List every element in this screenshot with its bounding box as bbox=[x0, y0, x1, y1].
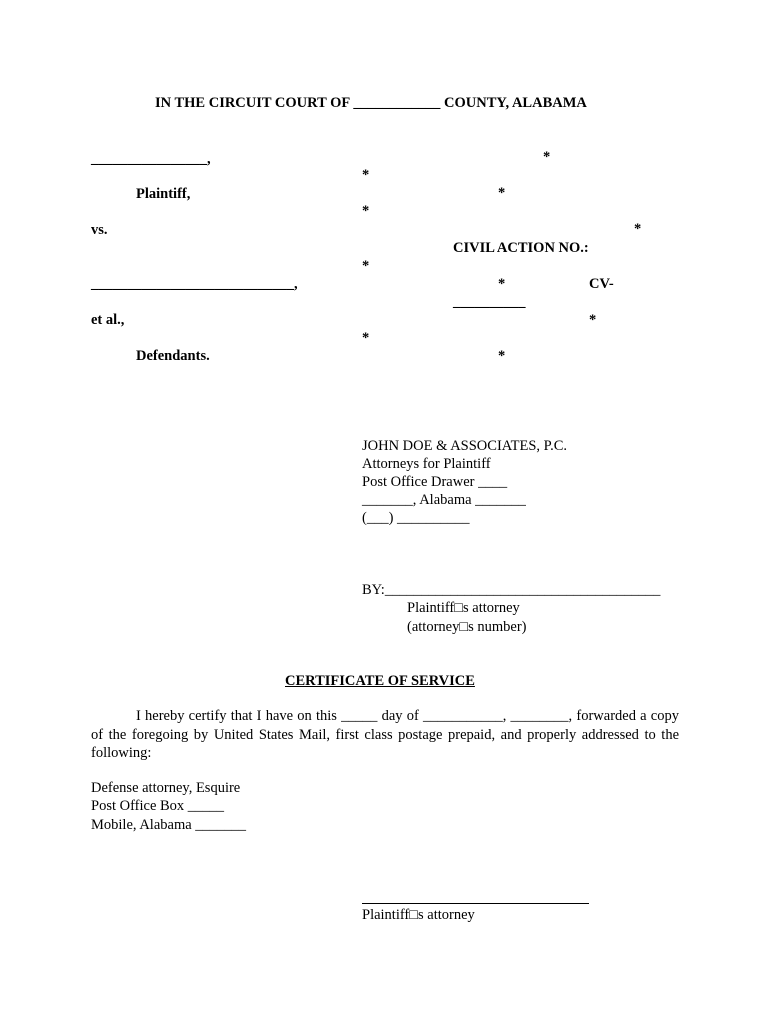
recipient-address: Post Office Box _____ bbox=[91, 798, 225, 814]
et-al-label: et al., bbox=[91, 312, 125, 328]
caption-asterisk: * bbox=[634, 221, 642, 237]
attorney-number-label: (attorney□s number) bbox=[407, 619, 527, 635]
caption-asterisk: * bbox=[589, 312, 597, 328]
caption-asterisk: * bbox=[498, 348, 506, 364]
caption-asterisk: * bbox=[498, 276, 506, 292]
civil-action-label: CIVIL ACTION NO.: bbox=[453, 240, 589, 256]
caption-asterisk: * bbox=[362, 167, 370, 183]
certificate-body-text: I hereby certify that I have on this _____ day of ___________, ________, forwarded a copy of the foregoing by United States Mail, first class postage prepaid, and properly addressed to the following: bbox=[91, 708, 679, 761]
caption-asterisk: * bbox=[362, 258, 370, 274]
caption-asterisk: * bbox=[543, 149, 551, 165]
caption-asterisk: * bbox=[362, 203, 370, 219]
firm-phone: (___) __________ bbox=[362, 510, 470, 526]
signature-line bbox=[362, 903, 589, 904]
by-signature-line: BY:______________________________________ bbox=[362, 582, 661, 598]
signature-label: Plaintiff□s attorney bbox=[362, 907, 475, 923]
recipient-name: Defense attorney, Esquire bbox=[91, 780, 241, 796]
firm-name: JOHN DOE & ASSOCIATES, P.C. bbox=[362, 438, 568, 454]
plaintiff-label: Plaintiff, bbox=[136, 186, 191, 202]
case-number-blank: __________ bbox=[453, 294, 526, 310]
defendants-label: Defendants. bbox=[136, 348, 210, 364]
caption-asterisk: * bbox=[498, 185, 506, 201]
plaintiff-name-blank: ________________, bbox=[91, 151, 211, 167]
versus-label: vs. bbox=[91, 222, 108, 238]
caption-asterisk: * bbox=[362, 330, 370, 346]
signer-label: Plaintiff□s attorney bbox=[407, 600, 520, 616]
firm-role: Attorneys for Plaintiff bbox=[362, 456, 491, 472]
firm-address: Post Office Drawer ____ bbox=[362, 474, 508, 490]
court-title: IN THE CIRCUIT COURT OF ____________ COUNTY, ALABAMA bbox=[155, 95, 587, 111]
cv-label: CV- bbox=[589, 276, 614, 292]
certificate-body bbox=[91, 707, 679, 763]
firm-city: _______, Alabama _______ bbox=[362, 492, 526, 508]
recipient-city: Mobile, Alabama _______ bbox=[91, 817, 247, 833]
certificate-heading: CERTIFICATE OF SERVICE bbox=[285, 673, 475, 689]
defendant-name-blank: ____________________________, bbox=[91, 276, 298, 292]
